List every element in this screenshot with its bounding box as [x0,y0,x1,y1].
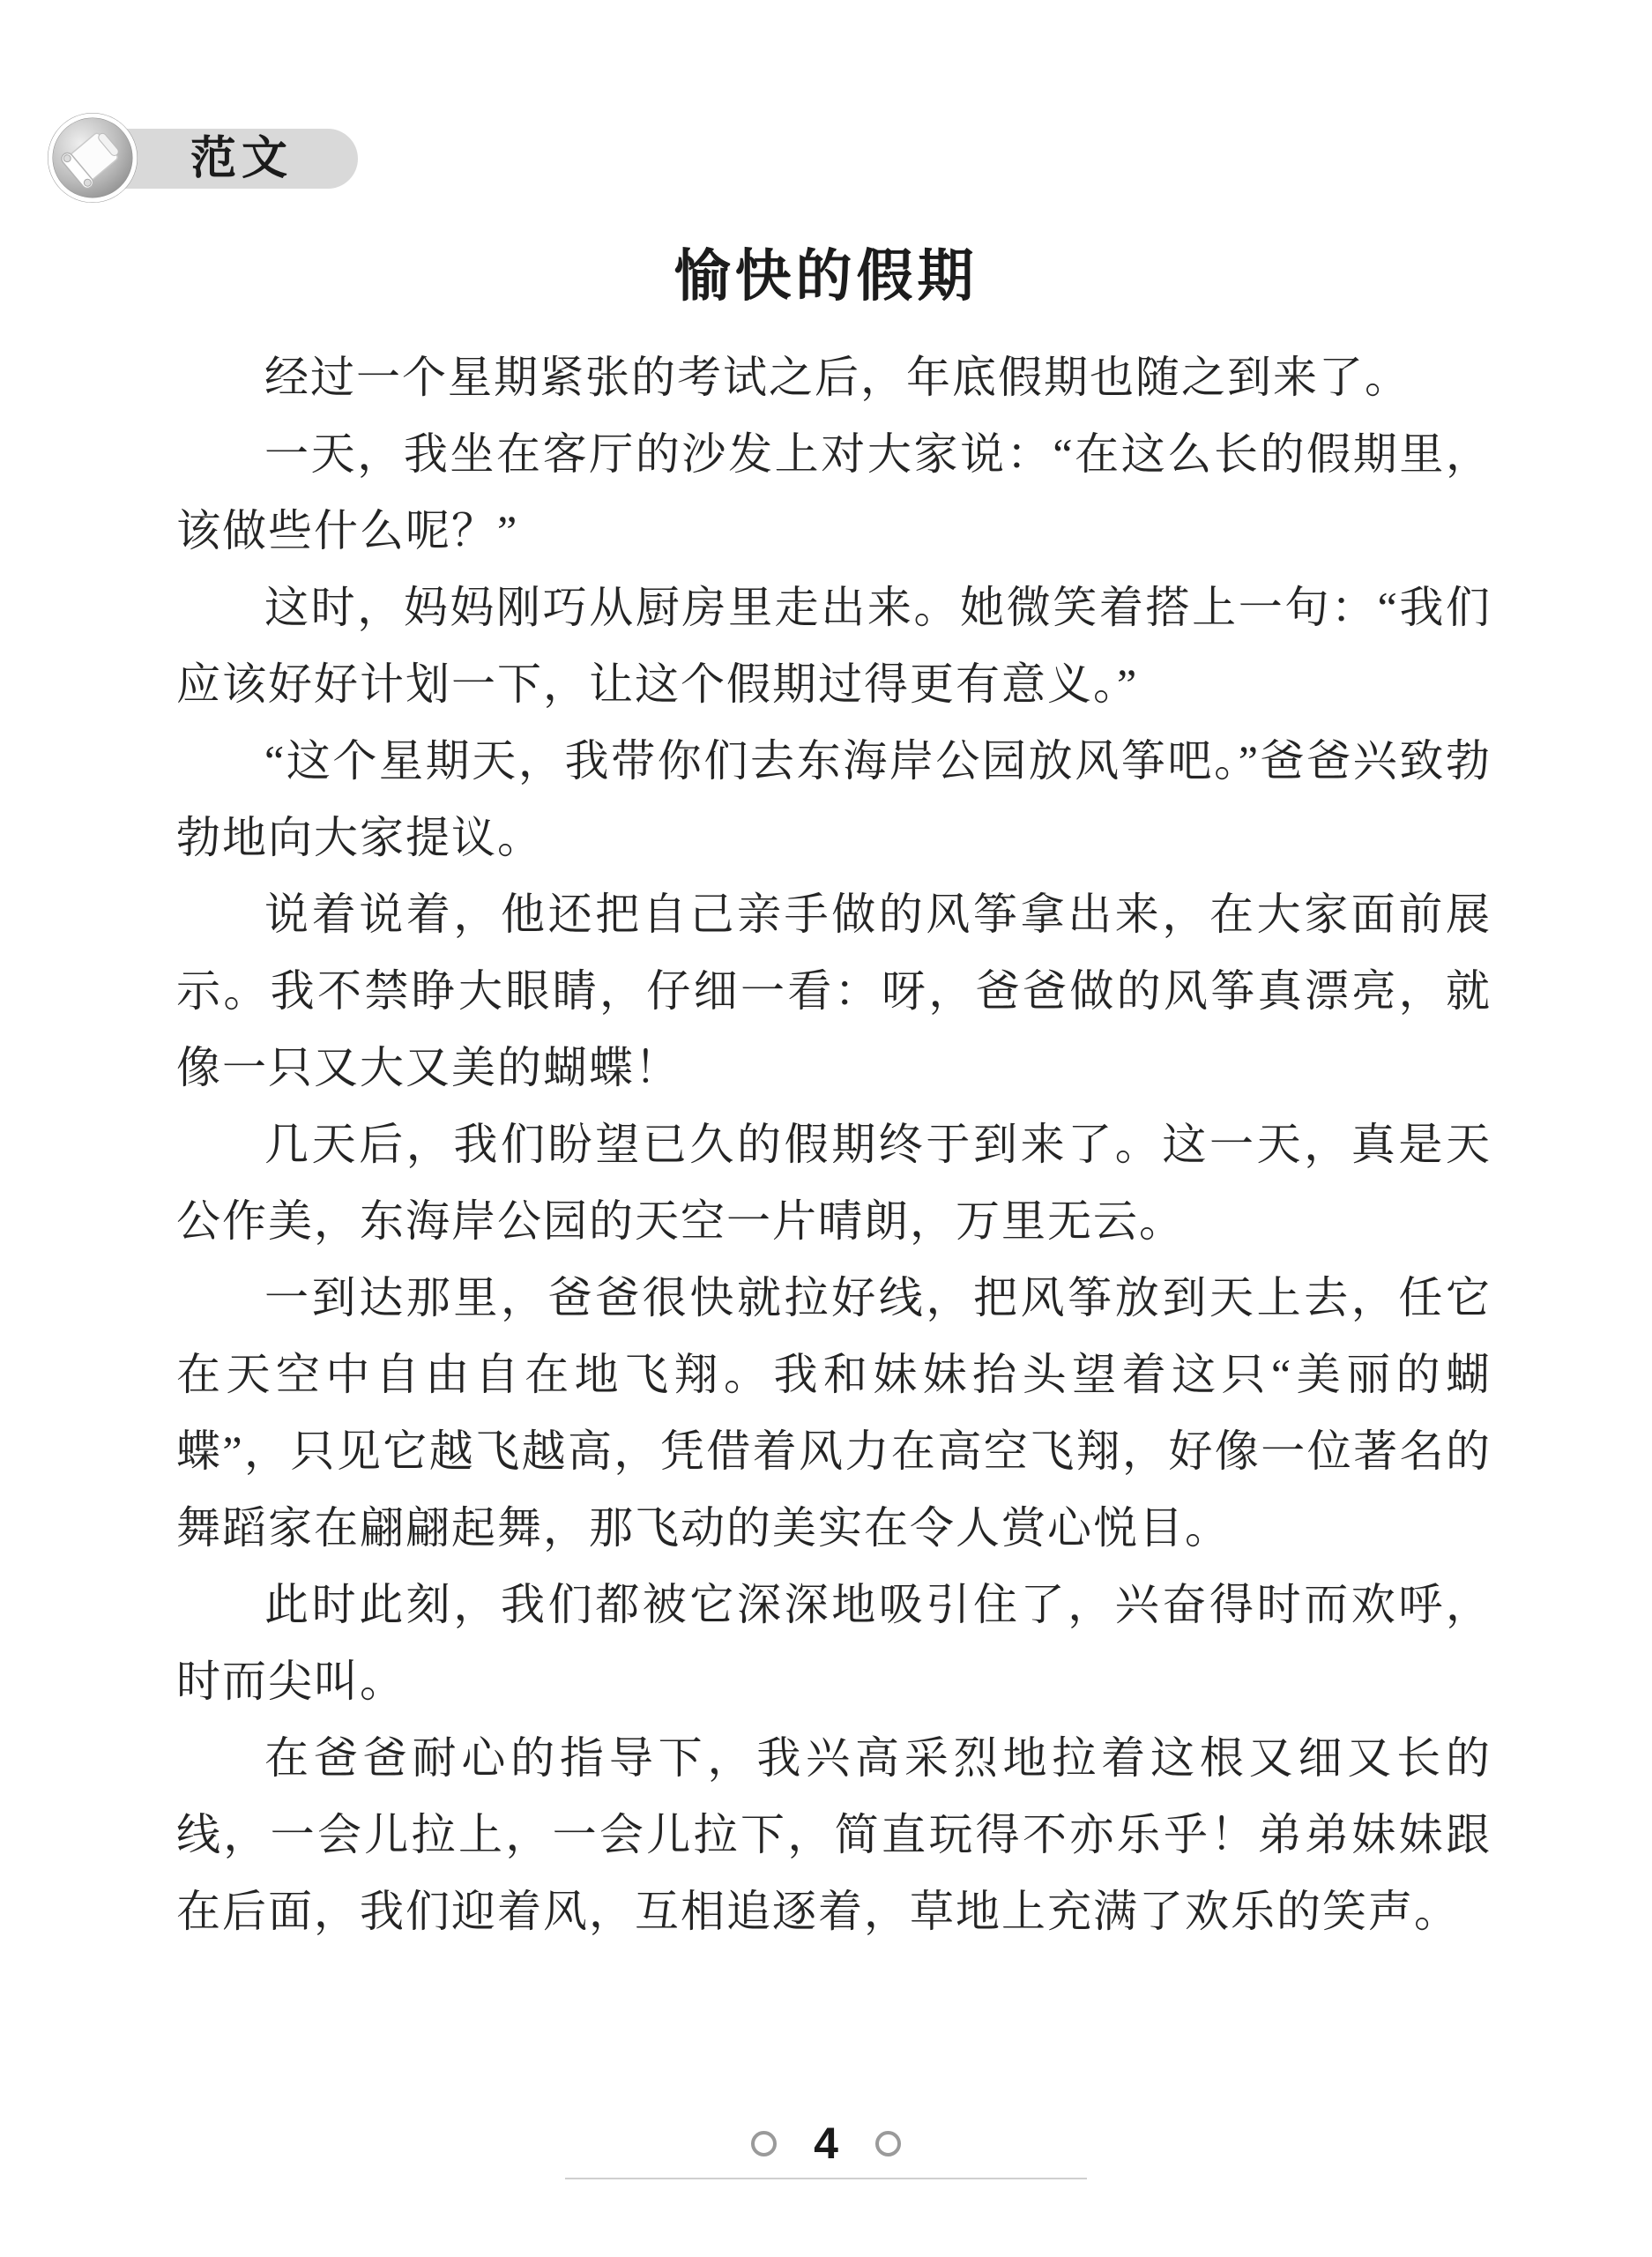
paragraph: 说着说着，他还把自己亲手做的风筝拿出来，在大家面前展示。我不禁睁大眼睛，仔细一看：呀，爸爸做的风筝真漂亮，就像一只又大又美的蝴蝶！ [176,890,1492,1092]
section-badge [46,111,337,206]
paragraph: “这个星期天，我带你们去东海岸公园放风筝吧。”爸爸兴致勃勃地向大家提议。 [176,736,1492,862]
essay-body [176,339,1492,1950]
page-footer [0,2119,1652,2168]
page-title: 愉快的假期 [673,244,979,308]
paragraph: 此时此刻，我们都被它深深地吸引住了，兴奋得时而欢呼，时而尖叫。 [176,1580,1492,1706]
footer-circle-icon [751,2131,777,2156]
footer-circle-icon [875,2131,901,2156]
paragraph: 一天，我坐在客厅的沙发上对大家说：“在这么长的假期里，该做些什么呢？” [176,429,1492,555]
paragraph: 这时，妈妈刚巧从厨房里走出来。她微笑着搭上一句：“我们应该好好计划一下，让这个假期过得更有意义。” [176,583,1492,709]
paragraph: 经过一个星期紧张的考试之后，年底假期也随之到来了。 [264,353,1410,402]
scroll-icon [46,111,139,205]
paragraph: 在爸爸耐心的指导下，我兴高采烈地拉着这根又细又长的线，一会儿拉上，一会儿拉下，简直玩得不亦乐乎！弟弟妹妹跟在后面，我们迎着风，互相追逐着，草地上充满了欢乐的笑声。 [176,1733,1492,1936]
page-number: 4 [814,2119,838,2168]
paragraph: 几天后，我们盼望已久的假期终于到来了。这一天，真是天公作美，东海岸公园的天空一片晴朗，万里无云。 [176,1120,1492,1246]
footer-divider [565,2178,1087,2179]
badge-label: 范文 [190,133,294,184]
paragraph: 一到达那里，爸爸很快就拉好线，把风筝放到天上去，任它在天空中自由自在地飞翔。我和妹妹抬头望着这只“美丽的蝴蝶”，只见它越飞越高，凭借着风力在高空飞翔，好像一位著名的舞蹈家在翩翩起舞，那飞动的美实在令人赏心悦目。 [176,1273,1492,1553]
